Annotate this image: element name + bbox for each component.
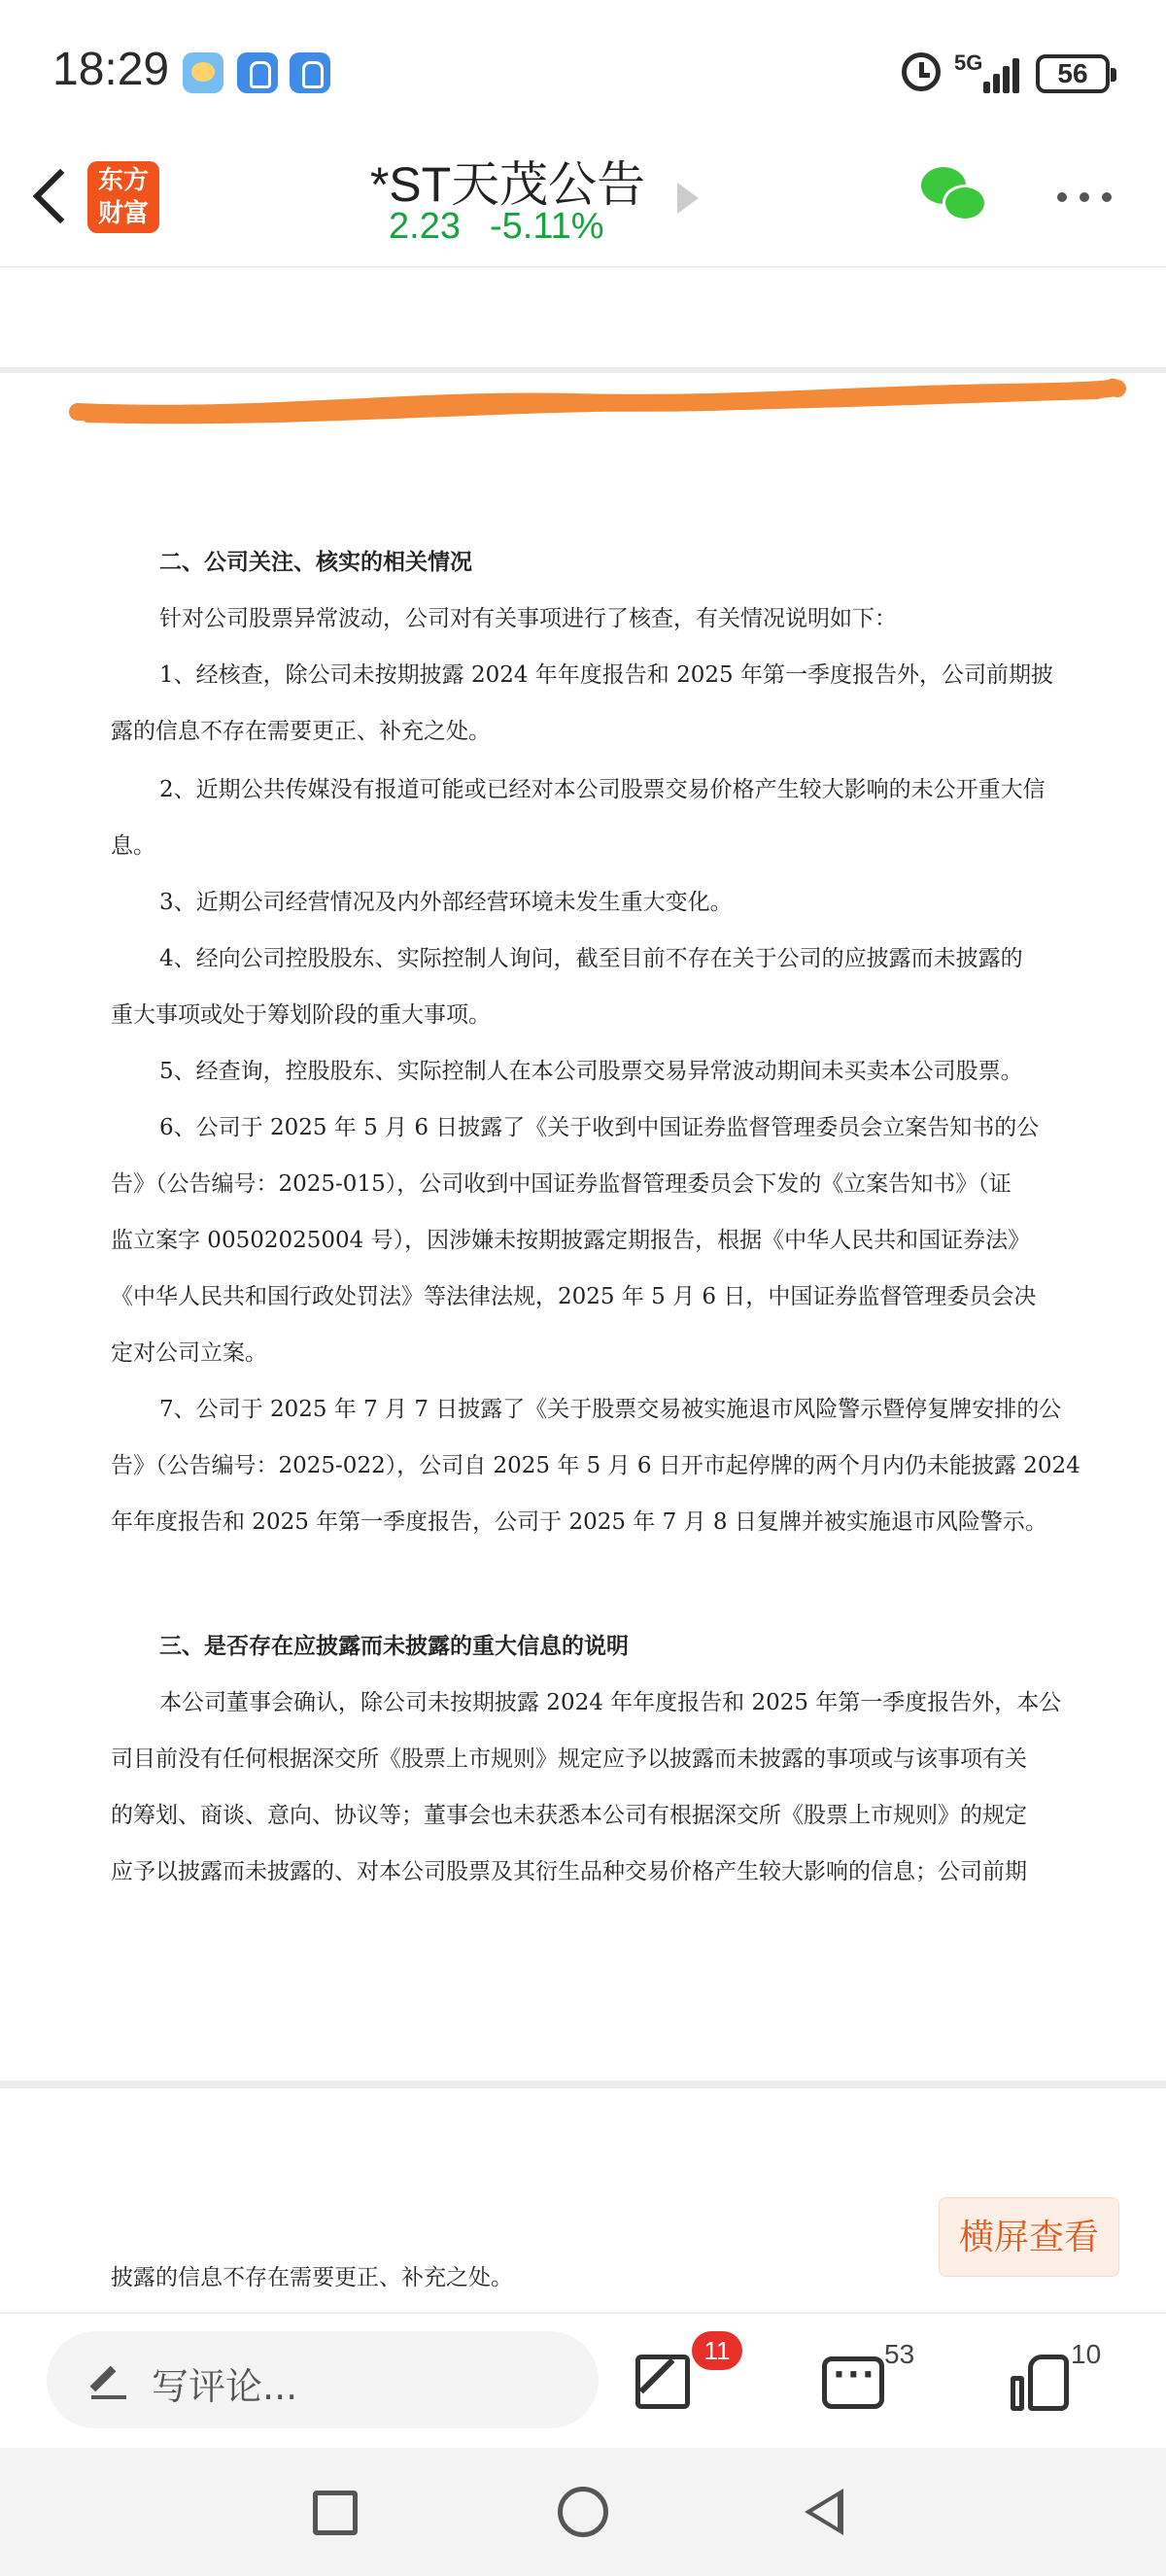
doc-line: 监立案字 00502025004 号），因涉嫌未按期披露定期报告，根据《中华人民共和国证券法》: [111, 1228, 1031, 1253]
system-nav-bar: [0, 2448, 1166, 2576]
section-heading: 二、公司关注、核实的相关情况: [159, 550, 472, 575]
doc-line: 定对公司立案。: [111, 1340, 267, 1366]
announcement-document: [0, 373, 1166, 2083]
doc-line: 息。: [111, 833, 155, 859]
doc-line: 应予以披露而未披露的、对本公司股票及其衍生品种交易价格产生较大影响的信息；公司前期: [111, 1859, 1027, 1884]
comment-placeholder: 写评论...: [152, 2365, 298, 2408]
signal-icon: [976, 51, 1022, 93]
doc-line: 露的信息不存在需要更正、补充之处。: [111, 719, 491, 744]
recent-apps-icon[interactable]: [313, 2491, 358, 2535]
eastmoney-logo: 东方 财富: [87, 161, 159, 233]
stock-change: -5.11%: [489, 206, 604, 247]
app-notification-icon: [290, 52, 330, 93]
bottom-action-bar: [0, 2312, 1166, 2448]
stock-price: 2.23: [389, 206, 461, 247]
doc-line: 告》（公告编号：2025-022），公司自 2025 年 5 月 6 日开市起停牌的两个月内仍未能披露 2024: [111, 1453, 1080, 1478]
doc-line: 本公司董事会确认，除公司未按期披露 2024 年年度报告和 2025 年第一季度报告外，本公: [159, 1690, 1062, 1715]
doc-line: 3、近期公司经营情况及内外部经营环境未发生重大变化。: [159, 890, 733, 915]
doc-line: 5、经查询，控股股东、实际控制人在本公司股票交易异常波动期间未买卖本公司股票。: [159, 1059, 1023, 1084]
doc-line: 2、近期公共传媒没有报道可能或已经对本公司股票交易价格产生较大影响的未公开重大信: [159, 777, 1046, 802]
comment-input[interactable]: [47, 2331, 599, 2428]
doc-line: 司目前没有任何根据深交所《股票上市规则》规定应予以披露而未披露的事项或与该事项有关: [111, 1746, 1027, 1772]
doc-line: 4、经向公司控股股东、实际控制人询问，截至目前不存在关于公司的应披露而未披露的: [159, 946, 1023, 971]
app-header: [0, 146, 1166, 268]
wechat-share-icon[interactable]: [921, 167, 989, 225]
doc-line: 1、经核查，除公司未按期披露 2024 年年度报告和 2025 年第一季度报告外，公司前期披: [159, 662, 1053, 688]
network-type: 5G: [954, 51, 983, 75]
comments-icon[interactable]: [822, 2356, 884, 2409]
doc-line: 重大事项或处于筹划阶段的重大事项。: [111, 1002, 491, 1028]
alarm-icon: [902, 52, 941, 91]
landscape-view-button[interactable]: 横屏查看: [939, 2197, 1119, 2277]
battery-icon: 56: [1036, 54, 1110, 93]
page-title: *ST天茂公告: [369, 157, 646, 212]
pencil-icon: [91, 2360, 128, 2399]
orange-scribble-annotation: [68, 373, 1137, 431]
more-options-icon[interactable]: [1057, 192, 1112, 202]
like-count: 10: [1071, 2339, 1102, 2369]
doc-line: 7、公司于 2025 年 7 月 7 日披露了《关于股票交易被实施退市风险警示暨停复牌安排的公: [159, 1397, 1062, 1422]
stock-quote[interactable]: [389, 206, 604, 248]
clock: 18:29: [52, 44, 170, 95]
doc-line: 年年度报告和 2025 年第一季度报告，公司于 2025 年 7 月 8 日复牌并被实施退市风险警示。: [111, 1509, 1047, 1535]
doc-line: 针对公司股票异常波动，公司对有关事项进行了核查，有关情况说明如下：: [159, 606, 897, 631]
doc-line: 告》（公告编号：2025-015），公司收到中国证券监督管理委员会下发的《立案告知书》（证: [111, 1171, 1012, 1197]
weather-notification-icon: [183, 52, 223, 93]
comment-count: 53: [884, 2339, 915, 2369]
page-separator: [0, 2081, 1166, 2088]
play-triangle-icon[interactable]: [677, 183, 699, 214]
share-badge: 11: [692, 2331, 742, 2370]
doc-line: 《中华人民共和国行政处罚法》等法律法规，2025 年 5 月 6 日，中国证券监督管理委员会决: [111, 1284, 1037, 1309]
section-heading: 三、是否存在应披露而未披露的重大信息的说明: [159, 1634, 629, 1659]
doc-line: 的筹划、商谈、意向、协议等；董事会也未获悉本公司有根据深交所《股票上市规则》的规定: [111, 1803, 1027, 1828]
next-page-text: 披露的信息不存在需要更正、补充之处。: [111, 2265, 513, 2290]
share-icon[interactable]: [635, 2355, 690, 2409]
home-icon[interactable]: [558, 2487, 608, 2537]
doc-line: 6、公司于 2025 年 5 月 6 日披露了《关于收到中国证券监督管理委员会立案告知书的公: [159, 1115, 1040, 1140]
like-icon[interactable]: [1011, 2355, 1069, 2411]
app-notification-icon: [237, 52, 278, 93]
status-bar: [0, 0, 1166, 146]
nav-back-icon[interactable]: [805, 2489, 843, 2535]
